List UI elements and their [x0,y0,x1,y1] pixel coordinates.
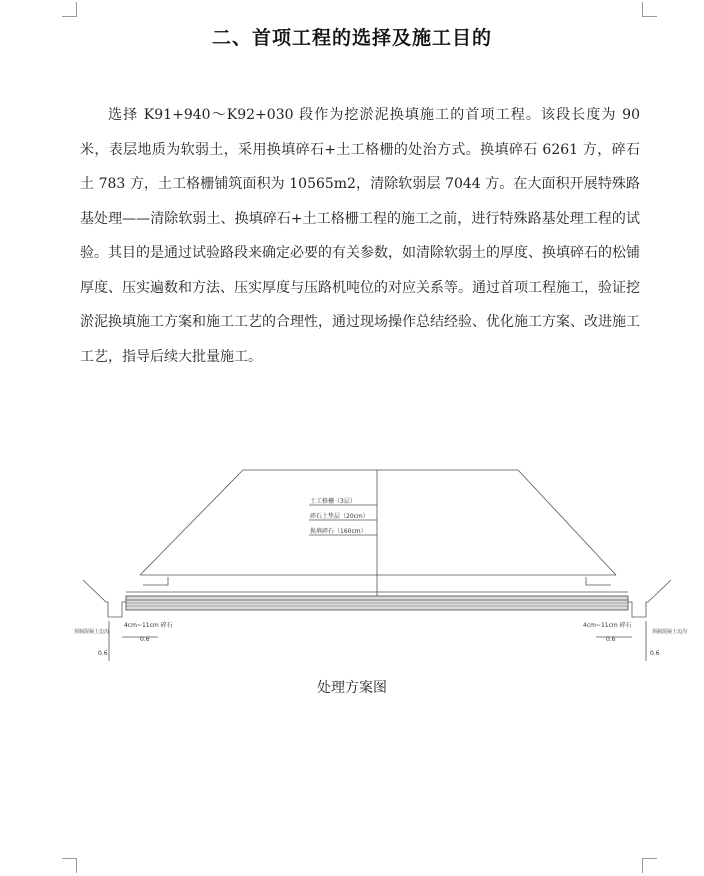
embankment-outline [140,470,616,575]
label-gravel-soil: 碎石土垫层（20cm） [310,513,369,520]
note-left: 预制混凝土边沟 [74,629,110,635]
scale-right: 0.6 [650,650,660,657]
body-paragraph: 选择 K91+940～K92+030 段作为挖淤泥换填施工的首项工程。该段长度为 90 米，表层地质为软弱土，采用换填碎石+土工格栅的处治方式。换填碎石 6261 方，碎石土 783 方，土工格栅铺筑面积为 10565m2，清除软弱层 7044 方。在大面积开展特殊路基处理——清除软弱土、换填碎石+土工格栅工程的施工之前，进行特殊路基处理工程的试验。其目的是通过试验路段来确定必要的有关参数，如清除软弱土的厚度、换填碎石的松铺厚度、压实遍数和方法、压实厚度与压路机吨位的对应关系等。通过首项工程施工，验证挖淤泥换填施工方案和施工工艺的合理性，通过现场操作总结经验、优化施工方案、改进施工工艺，指导后续大批量施工。 [80,107,640,365]
treatment-scheme-figure [74,465,688,665]
page-corner-mark-top-right [642,2,657,17]
dim-left: 4cm~11cm 碎石 [124,622,173,629]
base-step-left [143,577,168,585]
section-title: 二、首项工程的选择及施工目的 [211,27,492,49]
page-corner-mark-bottom-right [642,858,657,873]
side-right: 0.6 [606,636,616,643]
figure-caption: 处理方案图 [317,680,387,696]
label-gravel-replacement: 换填碎石（160cm） [310,528,367,535]
ditch-left [83,580,126,617]
dim-right: 4cm~11cm 碎石 [583,622,632,629]
label-geogrid: 土工格栅（3层） [310,498,356,505]
page-corner-mark-top-left [62,2,77,17]
page-corner-mark-bottom-left [62,858,77,873]
scale-left: 0.6 [98,650,108,657]
ditch-right [628,580,671,617]
note-right: 预制混凝土边沟 [652,629,688,635]
side-left: 0.6 [140,636,150,643]
base-step-right [586,577,611,585]
